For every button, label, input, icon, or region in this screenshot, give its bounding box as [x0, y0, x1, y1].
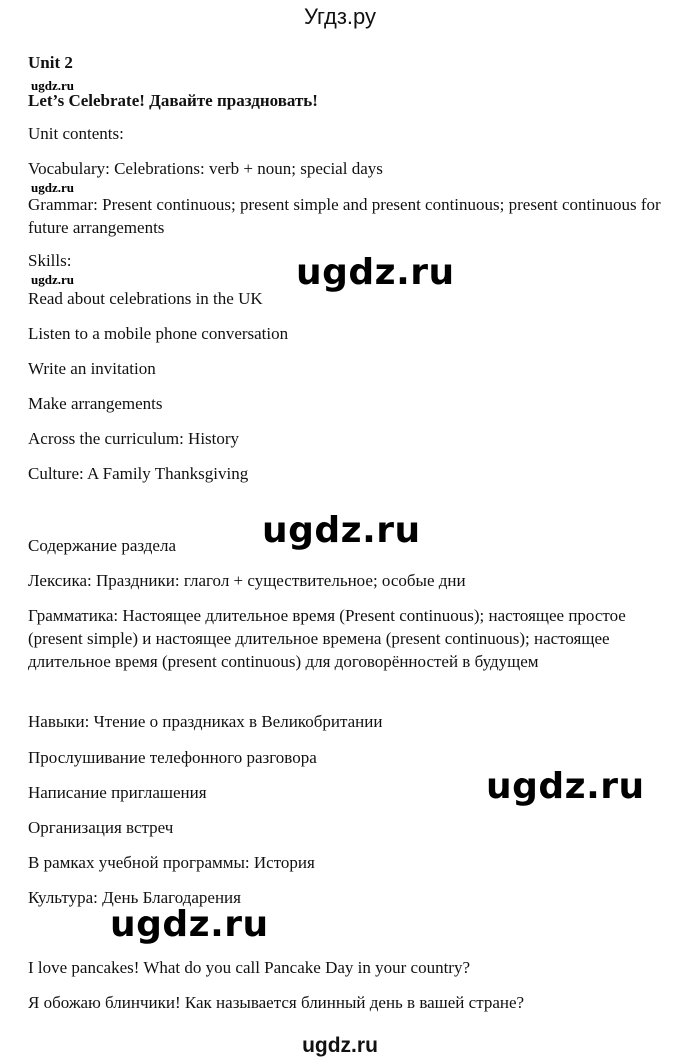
skill-item-en: Write an invitation	[28, 359, 156, 378]
skill-item-en: Listen to a mobile phone conversation	[28, 324, 289, 343]
watermark-small: ugdz.ru	[31, 78, 74, 93]
skill-item-ru: Написание приглашения	[28, 783, 207, 802]
skill-item-en: Make arrangements	[28, 394, 163, 413]
contents-label-en: Unit contents:	[28, 124, 124, 143]
watermark: ugdz.ru	[110, 904, 269, 945]
curriculum-en: Across the curriculum: History	[28, 429, 240, 448]
watermark-small: ugdz.ru	[31, 272, 74, 287]
footer-watermark: ugdz.ru	[302, 1034, 378, 1057]
contents-label-ru: Содержание раздела	[28, 536, 177, 555]
skill-item-ru: Организация встреч	[28, 818, 174, 837]
curriculum-ru: В рамках учебной программы: История	[28, 853, 315, 872]
watermark: ugdz.ru	[296, 252, 455, 293]
skill-item-ru: Прослушивание телефонного разговора	[28, 748, 317, 767]
site-title: Угдз.ру	[303, 4, 377, 29]
question-en: I love pancakes! What do you call Pancake Day in your country?	[28, 958, 470, 977]
skills-label-en: Skills:	[28, 251, 72, 270]
watermark: ugdz.ru	[262, 510, 421, 551]
vocabulary-en: Vocabulary: Celebrations: verb + noun; special days	[28, 159, 383, 178]
unit-title: Let’s Celebrate! Давайте праздновать!	[28, 91, 318, 110]
unit-heading: Unit 2	[28, 53, 73, 72]
vocabulary-ru: Лексика: Праздники: глагол + существительное; особые дни	[28, 571, 466, 590]
grammar-ru: Грамматика: Настоящее длительное время (Present continuous); настоящее простое (present simple) и настоящее длительное времена (present continuous); настоящее длительное время (present continuous) для договорённостей в будущем	[28, 606, 626, 671]
question-ru: Я обожаю блинчики! Как называется блинный день в вашей стране?	[28, 993, 525, 1012]
culture-ru: Культура: День Благодарения	[28, 888, 241, 907]
watermark: ugdz.ru	[486, 766, 645, 807]
culture-en: Culture: A Family Thanksgiving	[28, 464, 249, 483]
grammar-en: Grammar: Present continuous; present simple and present continuous; present continuous for future arrangements	[28, 195, 661, 237]
skill-item-ru: Навыки: Чтение о праздниках в Великобритании	[28, 712, 383, 731]
watermark-small: ugdz.ru	[31, 180, 74, 195]
skill-item-en: Read about celebrations in the UK	[28, 289, 263, 308]
